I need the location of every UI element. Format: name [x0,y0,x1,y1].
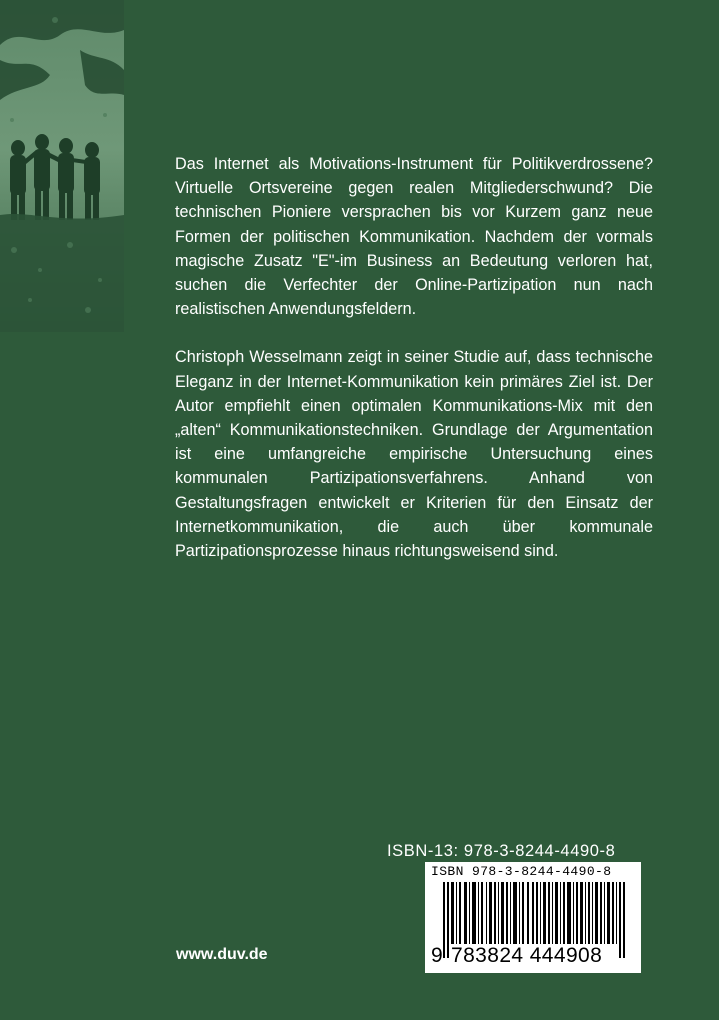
blurb-paragraph-1: Das Internet als Motivations-Instrument für Politikverdrossene? Virtuelle Ortsvereine gegen realen Mitgliederschwund? Die technischen Pioniere versprachen bis vor Kurzem ganz neue Formen der politischen Kommunikation. Nachdem der vormals magische Zusatz "E"-im Business an Bedeutung verloren hat, suchen die Verfechter der Online-Partizipation nun nach realistischen Anwendungsfeldern. [175,155,653,319]
barcode-isbn-text: ISBN 978-3-8244-4490-8 [431,864,612,879]
cover-photo-graphic [0,0,124,332]
barcode-digits: 783824 444908 [451,944,603,967]
cover-photo [0,0,124,332]
back-cover-blurb [175,152,653,563]
isbn-13-label: ISBN-13: 978-3-8244-4490-8 [387,842,616,860]
blurb-paragraph-2: Christoph Wesselmann zeigt in seiner Studie auf, dass technische Eleganz in der Internet-Kommunikation kein primäres Ziel ist. Der Autor empfiehlt einen optimalen Kommunikations-Mix mit den „alten“ Kommunikationstechniken. Grundlage der Argumentation ist eine umfangreiche empirische Untersuchung eines kommunalen Partizipationsverfahrens. Anhand von Gestaltungsfragen entwickelt er Kriterien für den Einsatz der Internetkommunikation, die auch über kommunale Partizipationsprozesse hinaus richtungsweisend sind. [175,348,653,561]
barcode [425,862,641,973]
barcode-first-digit: 9 [431,944,443,967]
publisher-url[interactable]: www.duv.de [176,946,268,963]
